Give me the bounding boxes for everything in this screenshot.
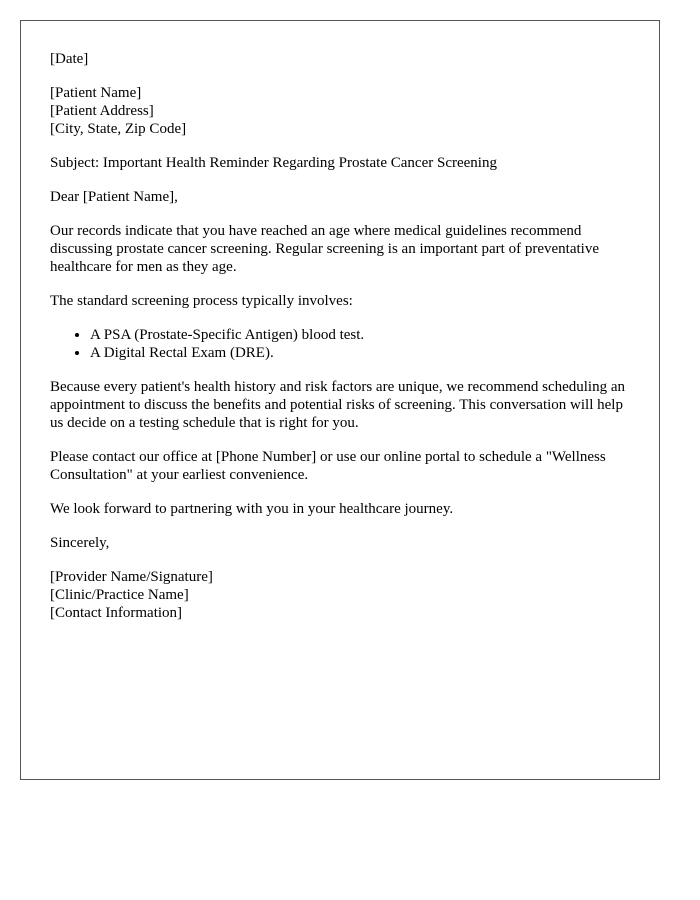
signature-provider: [Provider Name/Signature] (50, 569, 213, 585)
letter-greeting: Dear [Patient Name], (50, 189, 178, 205)
recipient-address: [Patient Address] (50, 103, 154, 119)
letter-subject: Subject: Important Health Reminder Regarding Prostate Cancer Screening (50, 155, 497, 171)
signature-block (50, 568, 630, 622)
paragraph-partnering: We look forward to partnering with you in your healthcare journey. (50, 501, 454, 517)
signature-clinic: [Clinic/Practice Name] (50, 587, 189, 603)
letter-page (20, 20, 660, 780)
recipient-name: [Patient Name] (50, 85, 142, 101)
paragraph-risk-factors: Because every patient's health history and risk factors are unique, we recommend scheduling an appointment to discuss the benefits and potential risks of screening. This conversation will help us decide on a testing schedule that is right for you. (50, 379, 626, 431)
recipient-city-state-zip: [City, State, Zip Code] (50, 121, 187, 137)
letter-date: [Date] (50, 51, 89, 67)
signature-contact: [Contact Information] (50, 605, 183, 621)
list-item: • A Digital Rectal Exam (DRE). (90, 344, 630, 362)
paragraph-screening-process: The standard screening process typically involves: (50, 293, 353, 309)
letter-closing: Sincerely, (50, 535, 110, 551)
list-item: • A PSA (Prostate-Specific Antigen) blood test. (90, 326, 630, 344)
letter-body (50, 50, 630, 638)
paragraph-contact: Please contact our office at [Phone Number] or use our online portal to schedule a "Wellness Consultation" at your earliest convenience. (50, 449, 606, 483)
recipient-block (50, 84, 630, 138)
paragraph-intro: Our records indicate that you have reached an age where medical guidelines recommend discussing prostate cancer screening. Regular screening is an important part of preventative healthcare for men as they age. (50, 223, 599, 275)
screening-list (50, 326, 630, 362)
